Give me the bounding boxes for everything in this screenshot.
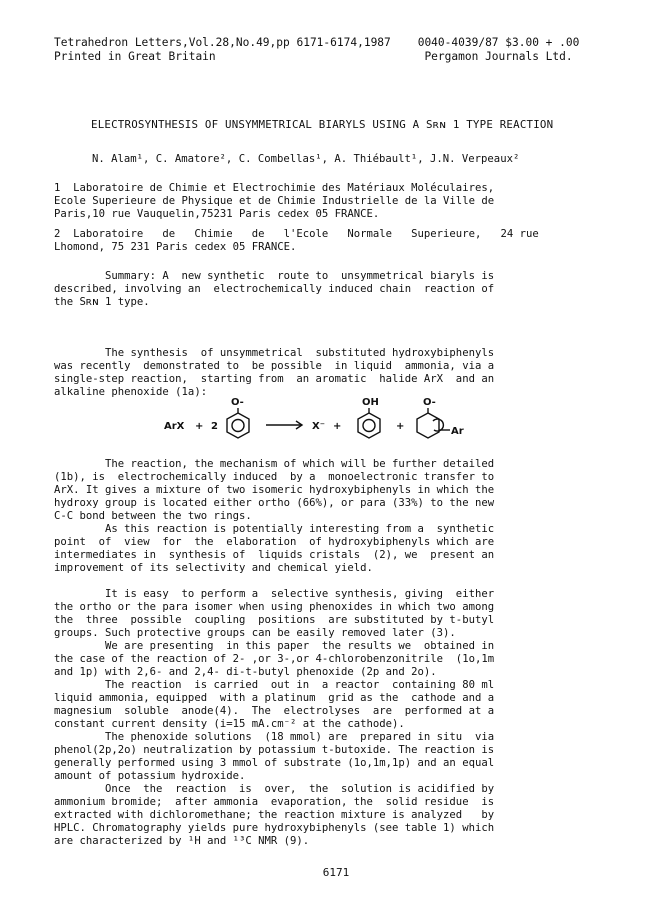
- phenoxide-o-label: O-: [423, 397, 436, 408]
- affiliation-1-line-2: Ecole Superieure de Physique et de Chimie Industrielle de la Ville de: [54, 195, 495, 207]
- body-line-27: ammonium bromide; after ammonia evaporation, the solid residue is: [54, 796, 495, 808]
- plus-sign: +: [195, 421, 204, 432]
- body-line-4: hydroxy group is located either ortho (66%), or para (33%) to the new: [54, 497, 495, 509]
- body-line-22: The phenoxide solutions (18 mmol) are prepared in situ via: [54, 731, 495, 743]
- body-line-29: HPLC. Chromatography yields pure hydroxybiphenyls (see table 1) which: [54, 822, 495, 834]
- body-line-24: generally performed using 3 mmol of substrate (1o,1m,1p) and an equal: [54, 757, 495, 769]
- body-line-7: point of view for the elaboration of hydroxybiphenyls which are: [54, 536, 495, 548]
- body-line-5: C-C bond between the two rings.: [54, 510, 252, 522]
- author-list: N. Alam¹, C. Amatore², C. Combellas¹, A. Thiébault¹, J.N. Verpeaux²: [92, 153, 520, 165]
- body-line-11: It is easy to perform a selective synthesis, giving either: [54, 588, 495, 600]
- body-line-12: the ortho or the para isomer when using phenoxides in which two among: [54, 601, 495, 613]
- body-line-16: the case of the reaction of 2- ,or 3-,or 4-chlorobenzonitrile (1o,1m: [54, 653, 495, 665]
- hydroxybiphenyl-ring: [358, 408, 380, 438]
- body-line-21: constant current density (i=15 mA.cm⁻² at the cathode).: [54, 718, 405, 730]
- body-line-18: The reaction is carried out in a reactor containing 80 ml: [54, 679, 495, 691]
- body-line-19: liquid ammonia, equipped with a platinum grid as the cathode and a: [54, 692, 495, 704]
- body-line-25: amount of potassium hydroxide.: [54, 770, 246, 782]
- intro-line-1: The synthesis of unsymmetrical substituted hydroxybiphenyls: [54, 347, 495, 359]
- body-line-30: are characterized by ¹H and ¹³C NMR (9).: [54, 835, 310, 847]
- body-line-9: improvement of its selectivity and chemical yield.: [54, 562, 373, 574]
- reaction-scheme: [0, 397, 672, 447]
- affiliation-1-line-3: Paris,10 rue Vauquelin,75231 Paris cedex 05 FRANCE.: [54, 208, 380, 220]
- intro-line-4: alkaline phenoxide (1a):: [54, 386, 208, 398]
- summary-line-1: Summary: A new synthetic route to unsymmetrical biaryls is: [54, 270, 495, 282]
- intro-line-2: was recently demonstrated to be possible in liquid ammonia, via a: [54, 360, 495, 372]
- body-line-17: and 1p) with 2,6- and 2,4- di-t-butyl phenoxide (2p and 2o).: [54, 666, 437, 678]
- affiliation-1-line-1: 1 Laboratoire de Chimie et Electrochimie des Matériaux Moléculaires,: [54, 182, 495, 194]
- journal-header-line-1: Tetrahedron Letters,Vol.28,No.49,pp 6171-6174,1987 0040-4039/87 $3.00 + .00: [54, 36, 580, 49]
- body-line-13: the three possible coupling positions are substituted by t-butyl: [54, 614, 495, 626]
- aryl-phenoxide-ring: [417, 408, 450, 438]
- phenoxide-ring: [227, 408, 249, 438]
- plus-sign: +: [333, 421, 342, 432]
- summary-line-2: described, involving an electrochemically induced chain reaction of: [54, 283, 495, 295]
- body-line-15: We are presenting in this paper the results we obtained in: [54, 640, 495, 652]
- intro-line-3: single-step reaction, starting from an aromatic halide ArX and an: [54, 373, 495, 385]
- page-number: 6171: [322, 866, 350, 879]
- hydroxyl-label: OH: [362, 397, 379, 408]
- reaction-arrow: [266, 421, 302, 429]
- aryl-substituent-label: Ar: [451, 426, 464, 437]
- body-line-8: intermediates in synthesis of liquids cristals (2), we present an: [54, 549, 495, 561]
- affiliation-2-line-2: Lhomond, 75 231 Paris cedex 05 FRANCE.: [54, 241, 297, 253]
- article-title: ELECTROSYNTHESIS OF UNSYMMETRICAL BIARYLS USING A Sʀɴ 1 TYPE REACTION: [91, 118, 554, 131]
- phenoxide-o-label: O-: [231, 397, 244, 408]
- body-line-6: As this reaction is potentially interesting from a synthetic: [54, 523, 495, 535]
- body-line-20: magnesium soluble anode(4). The electrolyses are performed at a: [54, 705, 495, 717]
- body-line-3: ArX. It gives a mixture of two isomeric hydroxybiphenyls in which the: [54, 484, 495, 496]
- summary-line-3: the Sʀɴ 1 type.: [54, 296, 150, 308]
- body-line-23: phenol(2p,2o) neutralization by potassium t-butoxide. The reaction is: [54, 744, 495, 756]
- body-line-2: (1b), is electrochemically induced by a monoelectronic transfer to: [54, 471, 495, 483]
- journal-header-line-2: Printed in Great Britain Pergamon Journals Ltd.: [54, 50, 573, 63]
- coefficient-label: 2: [211, 421, 218, 432]
- body-line-1: The reaction, the mechanism of which will be further detailed: [54, 458, 495, 470]
- halide-ion-label: X⁻: [312, 421, 325, 432]
- body-line-26: Once the reaction is over, the solution is acidified by: [54, 783, 495, 795]
- affiliation-2-line-1: 2 Laboratoire de Chimie de l'Ecole Normale Superieure, 24 rue: [54, 228, 539, 240]
- body-line-28: extracted with dichloromethane; the reaction mixture is analyzed by: [54, 809, 495, 821]
- plus-sign: +: [396, 421, 405, 432]
- body-line-14: groups. Such protective groups can be easily removed later (3).: [54, 627, 456, 639]
- reactant-arx-label: ArX: [164, 421, 185, 432]
